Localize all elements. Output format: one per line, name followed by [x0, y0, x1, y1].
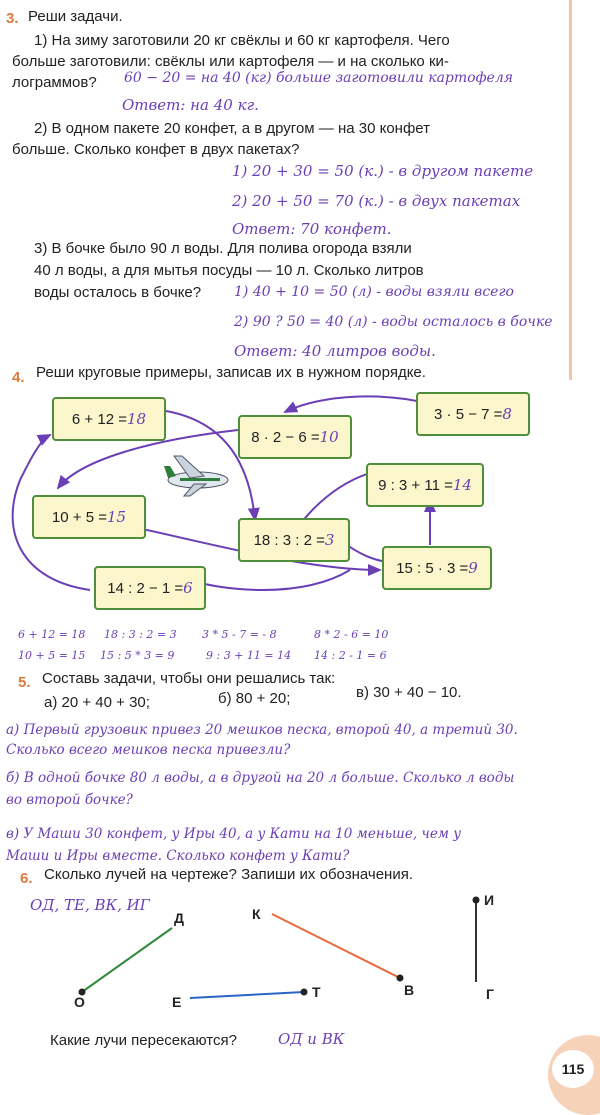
- example-5-expr: 10 + 5 =: [51, 508, 107, 526]
- example-6-expr: 18 : 3 : 2 =: [253, 531, 325, 549]
- order-row1-item1: 6 + 12 = 18: [18, 628, 86, 641]
- example-box-7: [382, 546, 492, 590]
- example-box-2: [238, 415, 352, 459]
- task-3-line3: воды осталось в бочке?: [34, 284, 202, 301]
- page-number: 115: [552, 1050, 594, 1088]
- example-box-8: [94, 566, 206, 610]
- airplane-icon: [160, 450, 232, 500]
- task-2-line2: больше. Сколько конфет в двух пакетах?: [12, 141, 300, 158]
- point-o-label: О: [74, 994, 85, 1010]
- point-d-label: Д: [174, 910, 184, 926]
- intersect-question: Какие лучи пересекаются?: [50, 1032, 237, 1049]
- option-c: в) 30 + 40 − 10.: [356, 684, 462, 701]
- example-box-4: [366, 463, 484, 507]
- example-8-answer: 6: [183, 579, 193, 597]
- example-2-expr: 8 · 2 − 6 =: [251, 428, 320, 446]
- exercise-4-number: 4.: [12, 369, 25, 386]
- example-6-answer: 3: [324, 531, 335, 549]
- task-1-line1: 1) На зиму заготовили 20 кг свёклы и 60 кг картофеля. Чего: [34, 32, 450, 49]
- rays-drawing: [0, 890, 600, 1030]
- order-row1-item3: 3 * 5 - 7 = - 8: [202, 628, 277, 641]
- example-box-5: [32, 495, 146, 539]
- story-a-line2: Сколько всего мешков песка привезли?: [6, 742, 291, 758]
- task-1-answer: Ответ: на 40 кг.: [122, 96, 259, 114]
- exercise-6-title: Сколько лучей на чертеже? Запиши их обозначения.: [44, 866, 413, 883]
- point-k-label: К: [252, 906, 261, 922]
- example-4-expr: 9 : 3 + 11 =: [378, 476, 453, 494]
- exercise-5-title: Составь задачи, чтобы они решались так:: [42, 670, 336, 687]
- story-c-line1: в) У Маши 30 конфет, у Иры 40, а у Кати на 10 меньше, чем у: [6, 826, 462, 842]
- order-row2-item1: 10 + 5 = 15: [18, 649, 86, 662]
- task-1-line2: больше заготовили: свёклы или картофеля — и на сколько ки-: [12, 53, 449, 70]
- order-row2-item4: 14 : 2 - 1 = 6: [314, 649, 387, 662]
- exercise-3-number: 3.: [6, 10, 19, 27]
- example-4-answer: 14: [452, 476, 472, 494]
- task-1-line3: лограммов?: [12, 74, 97, 91]
- point-e-label: Е: [172, 994, 182, 1010]
- exercise-6-number: 6.: [20, 870, 33, 887]
- example-7-answer: 9: [468, 559, 478, 577]
- option-b: б) 80 + 20;: [218, 690, 291, 707]
- example-2-answer: 10: [319, 428, 339, 446]
- exercise-4-title: Реши круговые примеры, записав их в нужном порядке.: [36, 364, 426, 381]
- story-c-line2: Маши и Иры вместе. Сколько конфет у Кати?: [6, 848, 350, 864]
- task-1-solution: 60 − 20 = на 40 (кг) больше заготовили картофеля: [124, 70, 514, 86]
- task-2-answer: Ответ: 70 конфет.: [232, 220, 392, 238]
- example-1-answer: 18: [126, 410, 147, 428]
- order-row2-item3: 9 : 3 + 11 = 14: [206, 649, 292, 662]
- example-5-answer: 15: [106, 508, 127, 526]
- task-2-step2: 2) 20 + 50 = 70 (к.) - в двух пакетах: [232, 192, 521, 210]
- order-row2-item2: 15 : 5 * 3 = 9: [100, 649, 175, 662]
- example-1-expr: 6 + 12 =: [71, 410, 127, 428]
- point-g-label: Г: [486, 986, 494, 1002]
- example-box-1: [52, 397, 166, 441]
- point-t-label: Т: [312, 984, 321, 1000]
- option-a: а) 20 + 40 + 30;: [44, 694, 150, 711]
- task-3-line2: 40 л воды, а для мытья посуды — 10 л. Сколько литров: [34, 262, 424, 279]
- intersect-answer: ОД и ВК: [278, 1030, 345, 1048]
- example-3-answer: 8: [502, 405, 512, 423]
- example-7-expr: 15 : 5 · 3 =: [396, 559, 469, 577]
- task-3-answer: Ответ: 40 литров воды.: [234, 342, 436, 360]
- task-3-step1: 1) 40 + 10 = 50 (л) - воды взяли всего: [234, 284, 514, 300]
- example-box-6: [238, 518, 350, 562]
- task-2-step1: 1) 20 + 30 = 50 (к.) - в другом пакете: [232, 162, 534, 180]
- order-row1-item2: 18 : 3 : 2 = 3: [104, 628, 177, 641]
- example-box-3: [416, 392, 530, 436]
- story-b-line1: б) В одной бочке 80 л воды, а в другой на 20 л больше. Сколько л воды: [6, 770, 515, 786]
- example-3-expr: 3 · 5 − 7 =: [434, 405, 503, 423]
- order-row1-item4: 8 * 2 - 6 = 10: [314, 628, 389, 641]
- example-8-expr: 14 : 2 − 1 =: [107, 579, 184, 597]
- task-3-line1: 3) В бочке было 90 л воды. Для полива огорода взяли: [34, 240, 412, 257]
- point-i-label: И: [484, 892, 495, 908]
- story-a-line1: а) Первый грузовик привез 20 мешков песка, второй 40, а третий 30.: [6, 722, 518, 738]
- exercise-3-title: Реши задачи.: [28, 8, 123, 25]
- task-3-step2: 2) 90 ? 50 = 40 (л) - воды осталось в бочке: [234, 314, 553, 330]
- rays-answer: ОД, ТЕ, ВК, ИГ: [30, 896, 150, 914]
- task-2-line1: 2) В одном пакете 20 конфет, а в другом — на 30 конфет: [34, 120, 430, 137]
- margin-line: [569, 0, 572, 380]
- story-b-line2: во второй бочке?: [6, 792, 133, 808]
- exercise-5-number: 5.: [18, 674, 31, 691]
- point-b-label: В: [404, 982, 415, 998]
